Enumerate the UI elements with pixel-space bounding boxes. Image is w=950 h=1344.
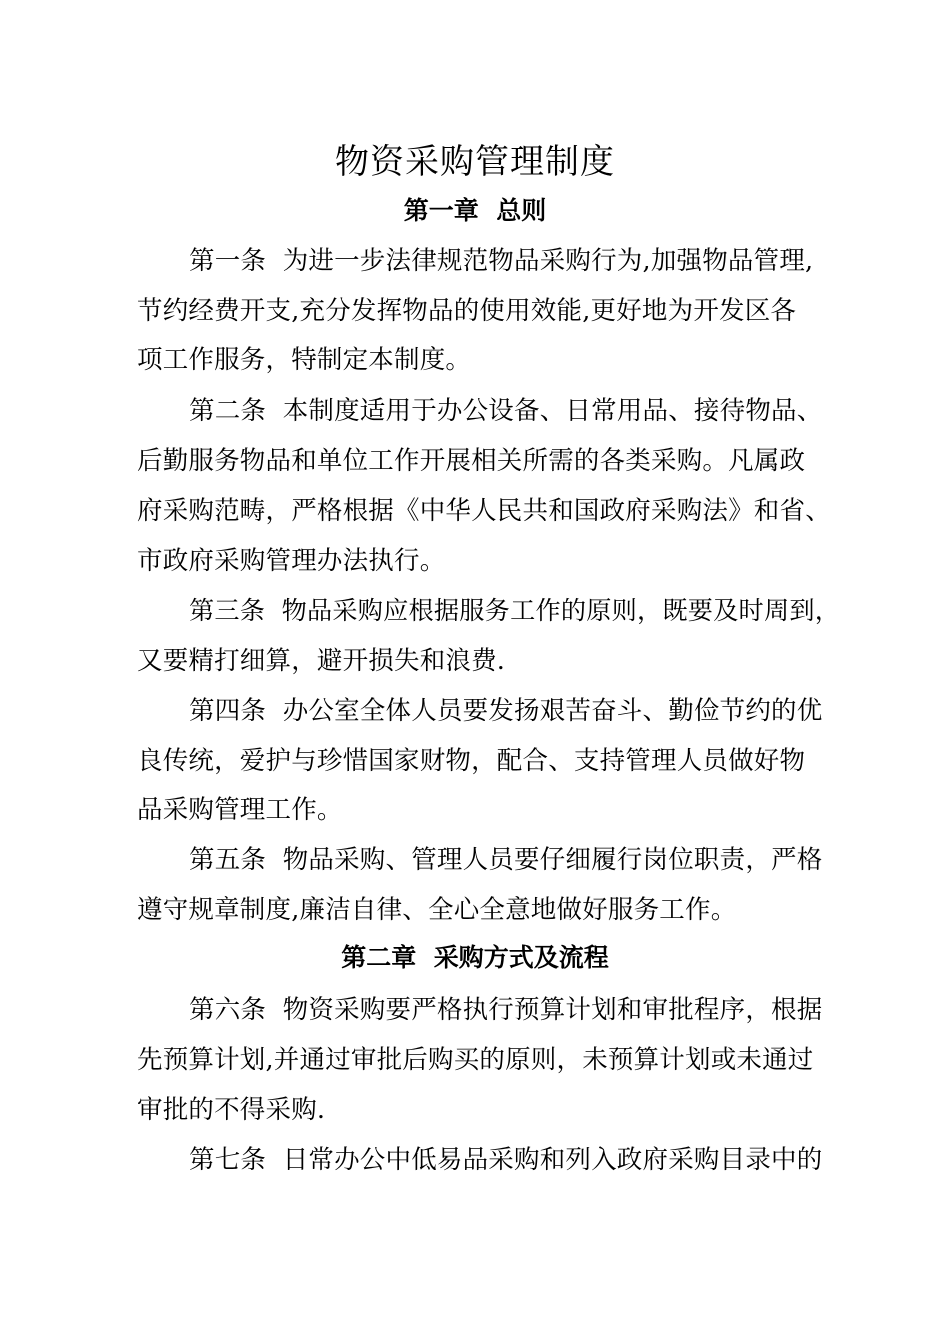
article-3-line-2: 又要精打细算，避开损失和浪费. [137, 646, 506, 676]
article-3-line-1: 第三条 物品采购应根据服务工作的原则，既要及时周到， [189, 596, 841, 625]
article-2-line-2: 后勤服务物品和单位工作开展相关所需的各类采购。凡属政 [137, 446, 806, 476]
article-7-line-1: 第七条 日常办公中低易品采购和列入政府采购目录中的 [189, 1145, 823, 1175]
chapter-heading-2: 第二章 采购方式及流程 [341, 943, 609, 972]
article-5-line-2: 遵守规章制度,廉洁自律、全心全意地做好服务工作。 [137, 895, 737, 925]
article-6-line-3: 审批的不得采购. [137, 1095, 326, 1125]
article-4-line-1: 第四条 办公室全体人员要发扬艰苦奋斗、勤俭节约的优 [189, 696, 823, 726]
article-6-line-1: 第六条 物资采购要严格执行预算计划和审批程序，根据 [189, 995, 823, 1025]
article-6-line-2: 先预算计划,并通过审批后购买的原则，未预算计划或未通过 [137, 1045, 814, 1075]
article-2-line-1: 第二条 本制度适用于办公设备、日常用品、接待物品、 [189, 396, 823, 426]
article-1-line-2: 节约经费开支,充分发挥物品的使用效能,更好地为开发区各 [137, 296, 797, 326]
article-2-line-3: 府采购范畴，严格根据《中华人民共和国政府采购法》和省、 [137, 496, 831, 526]
article-1-line-1: 第一条 为进一步法律规范物品采购行为,加强物品管理, [189, 246, 814, 276]
article-4-line-3: 品采购管理工作。 [137, 795, 343, 825]
document-title: 物资采购管理制度 [335, 142, 615, 182]
article-4-line-2: 良传统，爱护与珍惜国家财物，配合、支持管理人员做好物 [137, 746, 806, 776]
chapter-heading-1: 第一章 总则 [403, 196, 547, 225]
article-1-line-3: 项工作服务，特制定本制度。 [137, 345, 472, 375]
article-2-line-4: 市政府采购管理办法执行。 [137, 546, 446, 576]
article-5-line-1: 第五条 物品采购、管理人员要仔细履行岗位职责，严格 [189, 845, 823, 875]
